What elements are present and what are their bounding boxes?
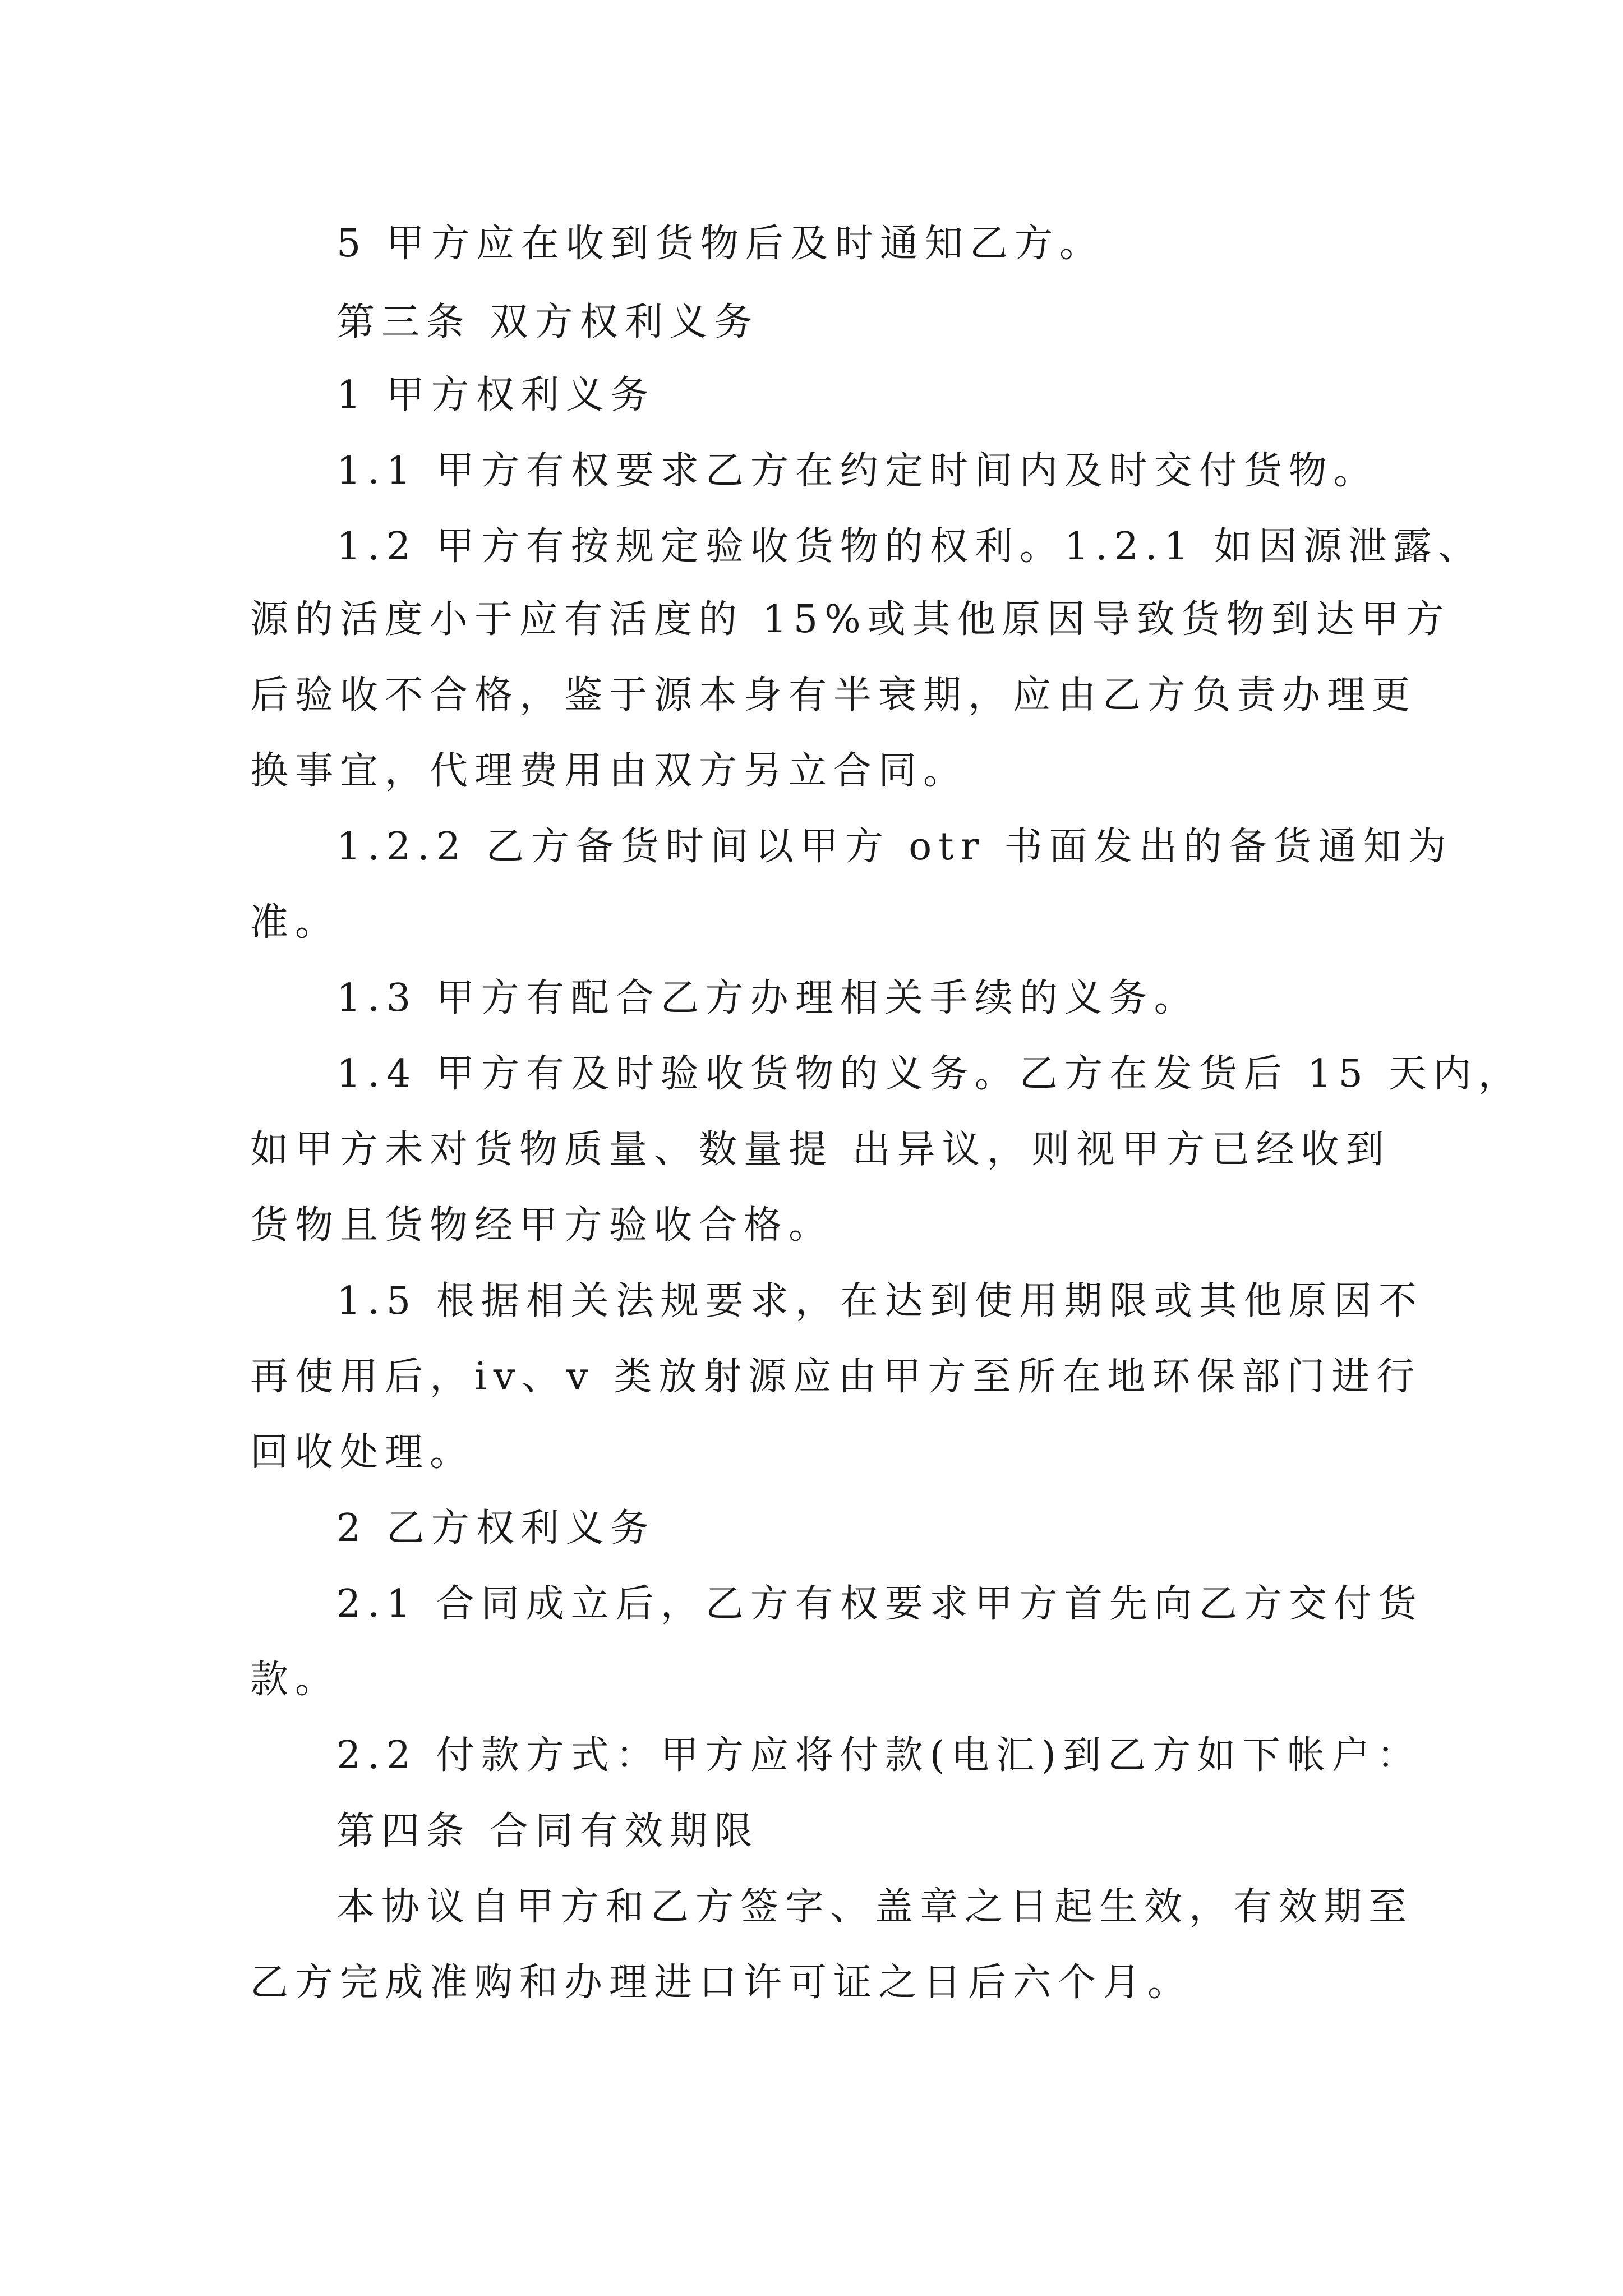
- paragraph-line: 款。: [250, 1658, 340, 1702]
- paragraph-line: 再使用后，iv、v 类放射源应由甲方至所在地环保部门进行: [250, 1355, 1422, 1399]
- paragraph-line: 换事宜，代理费用由双方另立合同。: [250, 749, 969, 793]
- paragraph-line: 如甲方未对货物质量、数量提 出异议，则视甲方已经收到: [250, 1128, 1391, 1172]
- paragraph-line: 5 甲方应在收到货物后及时通知乙方。: [336, 222, 1104, 266]
- paragraph-line: 1.3 甲方有配合乙方办理相关手续的义务。: [336, 976, 1199, 1020]
- paragraph-line: 准。: [250, 900, 340, 945]
- paragraph-line: 1.2 甲方有按规定验收货物的权利。1.2.1 如因源泄露、: [336, 524, 1483, 569]
- paragraph-line: 1.5 根据相关法规要求，在达到使用期限或其他原因不: [336, 1279, 1423, 1323]
- paragraph-line: 1.1 甲方有权要求乙方在约定时间内及时交付货物。: [336, 449, 1378, 493]
- subsection-heading: 1 甲方权利义务: [336, 373, 656, 417]
- paragraph-line: 2.2 付款方式：甲方应将付款(电汇)到乙方如下帐户：: [336, 1733, 1422, 1778]
- paragraph-line: 后验收不合格，鉴于源本身有半衰期，应由乙方负责办理更: [250, 673, 1417, 717]
- paragraph-line: 本协议自甲方和乙方签字、盖章之日起生效，有效期至: [336, 1885, 1414, 1929]
- paragraph-line: 1.4 甲方有及时验收货物的义务。乙方在发货后 15 天内，: [336, 1052, 1523, 1096]
- paragraph-line: 乙方完成准购和办理进口许可证之日后六个月。: [250, 1961, 1193, 2005]
- paragraph-line: 2.1 合同成立后，乙方有权要求甲方首先向乙方交付货: [336, 1582, 1423, 1626]
- section-heading: 第三条 双方权利义务: [336, 300, 759, 344]
- paragraph-line: 1.2.2 乙方备货时间以甲方 otr 书面发出的备货通知为: [336, 825, 1453, 869]
- paragraph-line: 货物且货物经甲方验收合格。: [250, 1203, 834, 1248]
- paragraph-line: 回收处理。: [250, 1430, 475, 1475]
- section-heading: 第四条 合同有效期限: [336, 1809, 759, 1853]
- subsection-heading: 2 乙方权利义务: [336, 1506, 656, 1550]
- paragraph-line: 源的活度小于应有活度的 15%或其他原因导致货物到达甲方: [250, 597, 1451, 642]
